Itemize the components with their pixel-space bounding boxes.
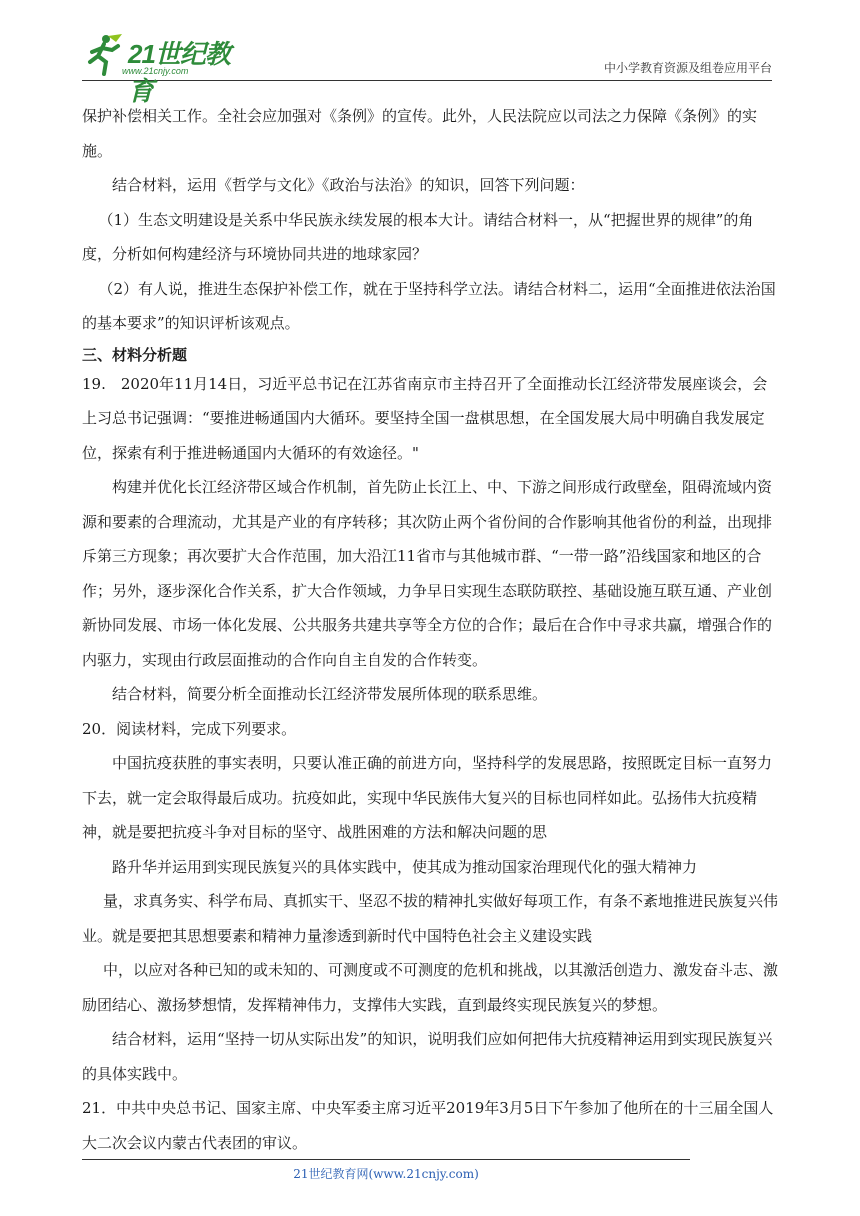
- document-body: [82, 99, 782, 1160]
- paragraph: 结合材料，运用“坚持一切从实际出发”的知识，说明我们应如何把伟大抗疫精神运用到实现民族复兴的具体实践中。: [82, 1030, 773, 1083]
- paragraph: 中国抗疫获胜的事实表明，只要认准正确的前进方向，坚持科学的发展思路，按照既定目标一直努力下去，就一定会取得最后成功。抗疫如此，实现中华民族伟大复兴的目标也同样如此。弘扬伟大抗疫精神，就是要把抗疫斗争对目标的坚守、战胜困难的方法和解决问题的思: [82, 754, 773, 841]
- paragraph: 结合材料，运用《哲学与文化》《政治与法治》的知识，回答下列问题：: [112, 176, 585, 194]
- platform-name: 中小学教育资源及组卷应用平台: [603, 61, 772, 75]
- question-20: 20．阅读材料，完成下列要求。: [82, 719, 297, 738]
- paragraph: 量，求真务实、科学布局、真抓实干、坚忍不拔的精神扎实做好每项工作，有条不紊地推进民族复兴伟业。就是要把其思想要素和精神力量渗透到新时代中国特色社会主义建设实践: [82, 892, 779, 945]
- site-logo[interactable]: [82, 28, 252, 106]
- footer-link[interactable]: 21世纪教育网(www.21cnjy.com): [293, 1167, 479, 1181]
- question-item: （1）生态文明建设是关系中华民族永续发展的根本大计。请结合材料一，从“把握世界的规律”的角度，分析如何构建经济与环境协同共进的地球家园？: [82, 210, 754, 263]
- section-heading: 三、材料分析题: [82, 345, 188, 364]
- paragraph: 保护补偿相关工作。全社会应加强对《条例》的宣传。此外，人民法院应以司法之力保障《条例》的实施。: [82, 107, 758, 160]
- logo-url: www.21cnjy.com: [122, 66, 189, 76]
- question-21: 21．中共中央总书记、国家主席、中央军委主席习近平2019年3月5日下午参加了他所在的十三届全国人大二次会议内蒙古代表团的审议。: [82, 1099, 774, 1152]
- question-item: （2）有人说，推进生态保护补偿工作，就在于坚持科学立法。请结合材料二，运用“全面推进依法治国的基本要求”的知识评析该观点。: [82, 279, 776, 332]
- page-header: [82, 28, 772, 106]
- paragraph: 路升华并运用到实现民族复兴的具体实践中，使其成为推动国家治理现代化的强大精神力: [112, 857, 698, 876]
- paragraph: 中，以应对各种已知的或未知的、可测度或不可测度的危机和挑战，以其激活创造力、激发奋斗志、激励团结心、激扬梦想情，发挥精神伟力，支撑伟大实践，直到最终实现民族复兴的梦想。: [82, 961, 779, 1014]
- paragraph: 结合材料，简要分析全面推动长江经济带发展所体现的联系思维。: [112, 685, 548, 703]
- question-19: 19. 2020年11月14日，习近平总书记在江苏省南京市主持召开了全面推动长江经济带发展座谈会，会上习总书记强调：“要推进畅通国内大循环。要坚持全国一盘棋思想，在全国发展大局中明确自我发展定位，探索有利于推进畅通国内大循环的有效途径。": [82, 374, 768, 462]
- paragraph: 构建并优化长江经济带区域合作机制，首先防止长江上、中、下游之间形成行政壁垒，阻碍流域内资源和要素的合理流动，尤其是产业的有序转移；其次防止两个省份间的合作影响其他省份的利益，出现排斥第三方现象；再次要扩大合作范围，加大沿江11省市与其他城市群、“一带一路”沿线国家和地区的合作；另外，逐步深化合作关系，扩大合作领域，力争早日实现生态联防联控、基础设施互联互通、产业创新协同发展、市场一体化发展、公共服务共建共享等全方位的合作；最后在合作中寻求共赢，增强合作的内驱力，实现由行政层面推动的合作向自主自发的合作转变。: [82, 478, 773, 669]
- runner-icon: [82, 32, 126, 76]
- logo-text: 21世纪教育: [128, 39, 230, 106]
- footer-divider: [82, 1159, 690, 1160]
